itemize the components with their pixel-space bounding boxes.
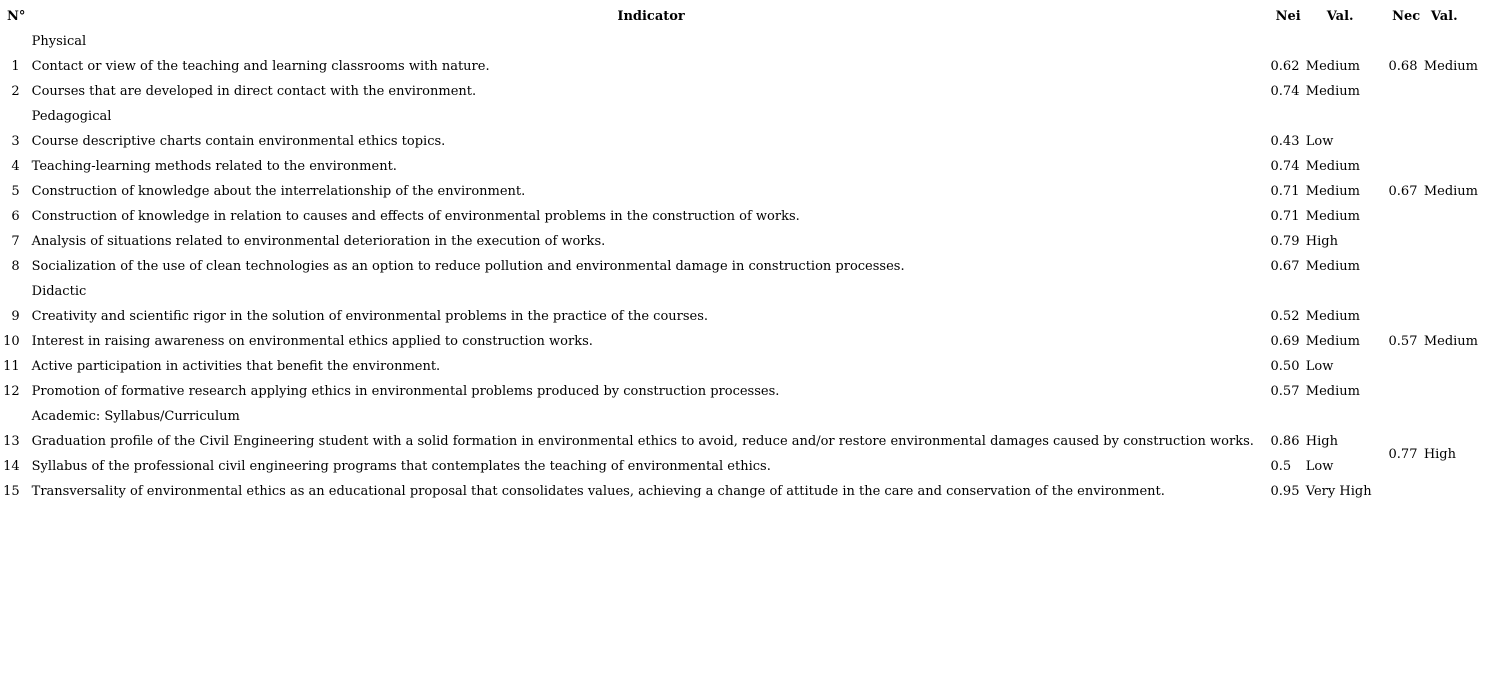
- nec-rating: Medium: [1423, 334, 1478, 349]
- nei-rating: Medium: [1305, 384, 1360, 399]
- nei-value: 0.86: [1270, 434, 1300, 449]
- table-row: [0, 204, 1494, 229]
- nei-rating: High: [1305, 434, 1338, 449]
- nei-rating: Medium: [1305, 184, 1360, 199]
- indicator-text: Socialization of the use of clean technologies as an option to reduce pollution and environmental damage in construction processes.: [31, 259, 905, 274]
- nec-value: 0.67: [1388, 184, 1418, 199]
- group-row: [0, 404, 1494, 429]
- row-number: 12: [3, 384, 20, 399]
- table-row: [0, 179, 1494, 204]
- nei-rating: Very High: [1305, 484, 1372, 499]
- nei-value: 0.57: [1270, 384, 1300, 399]
- indicator-text: Graduation profile of the Civil Engineering student with a solid formation in environmental ethics to avoid, reduce and/or restore environmental damages caused by construction works.: [31, 434, 1254, 449]
- group-name: Academic: Syllabus/Curriculum: [31, 409, 240, 424]
- group-row: [0, 279, 1494, 304]
- header-indicator: Indicator: [617, 9, 685, 24]
- table-row: [0, 129, 1494, 154]
- header-no: N°: [7, 9, 26, 24]
- row-number: 2: [11, 84, 20, 99]
- group-name: Pedagogical: [31, 109, 112, 124]
- nec-value: 0.68: [1388, 59, 1418, 74]
- header-row: [0, 4, 1494, 29]
- indicator-text: Course descriptive charts contain environmental ethics topics.: [31, 134, 446, 149]
- nei-rating: Medium: [1305, 59, 1360, 74]
- nei-value: 0.50: [1270, 359, 1300, 374]
- indicator-text: Active participation in activities that benefit the environment.: [31, 359, 441, 374]
- row-number: 7: [11, 234, 20, 249]
- nei-rating: Low: [1305, 359, 1334, 374]
- table-row: [0, 479, 1494, 504]
- indicator-text: Courses that are developed in direct contact with the environment.: [31, 84, 477, 99]
- row-number: 10: [3, 334, 20, 349]
- header-nei-value: Val.: [1326, 9, 1354, 24]
- nei-value: 0.74: [1270, 159, 1300, 174]
- row-number: 1: [11, 59, 20, 74]
- table-row: [0, 254, 1494, 279]
- table-row: [0, 454, 1494, 479]
- nei-value: 0.74: [1270, 84, 1300, 99]
- nei-value: 0.62: [1270, 59, 1300, 74]
- nei-rating: Medium: [1305, 259, 1360, 274]
- nec-value: 0.77: [1388, 446, 1418, 462]
- table-row: [0, 379, 1494, 404]
- nei-value: 0.71: [1270, 184, 1300, 199]
- group-name: Didactic: [31, 284, 87, 299]
- indicator-text: Teaching-learning methods related to the environment.: [31, 159, 397, 174]
- nei-rating: Low: [1305, 134, 1334, 149]
- nei-rating: Medium: [1305, 334, 1360, 349]
- nei-value: 0.5: [1270, 459, 1292, 474]
- group-row: [0, 104, 1494, 129]
- table-row: [0, 429, 1494, 454]
- row-number: 14: [3, 459, 20, 474]
- indicator-text: Construction of knowledge about the interrelationship of the environment.: [31, 184, 526, 199]
- table-row: [0, 329, 1494, 354]
- nei-rating: Medium: [1305, 209, 1360, 224]
- nec-rating: High: [1423, 446, 1457, 462]
- nei-rating: Low: [1305, 459, 1334, 474]
- indicators-table-container: [0, 4, 1494, 504]
- table-row: [0, 154, 1494, 179]
- row-number: 13: [3, 434, 20, 449]
- indicator-text: Syllabus of the professional civil engineering programs that contemplates the teaching of environmental ethics.: [31, 459, 771, 474]
- indicator-text: Construction of knowledge in relation to causes and effects of environmental problems in the construction of works.: [31, 209, 800, 224]
- nei-value: 0.69: [1270, 334, 1300, 349]
- header-nei: Nei: [1275, 9, 1301, 24]
- nei-value: 0.79: [1270, 234, 1300, 249]
- header-nec-value: Val.: [1430, 9, 1458, 24]
- header-nec: Nec: [1392, 9, 1421, 24]
- table-row: [0, 79, 1494, 104]
- nec-rating: Medium: [1423, 59, 1478, 74]
- table-row: [0, 304, 1494, 329]
- row-number: 15: [3, 484, 20, 499]
- row-number: 6: [11, 209, 20, 224]
- nei-rating: Medium: [1305, 309, 1360, 324]
- table-row: [0, 354, 1494, 379]
- nec-rating: Medium: [1423, 184, 1478, 199]
- nei-value: 0.71: [1270, 209, 1300, 224]
- indicator-text: Interest in raising awareness on environmental ethics applied to construction works.: [31, 334, 593, 349]
- nei-value: 0.52: [1270, 309, 1300, 324]
- indicator-text: Transversality of environmental ethics as an educational proposal that consolidates values, achieving a change of attitude in the care and conservation of the environment.: [31, 484, 1165, 499]
- table-row: [0, 229, 1494, 254]
- indicator-text: Contact or view of the teaching and learning classrooms with nature.: [31, 59, 490, 74]
- indicator-text: Promotion of formative research applying ethics in environmental problems produced by construction processes.: [31, 384, 780, 399]
- nei-value: 0.67: [1270, 259, 1300, 274]
- indicator-text: Analysis of situations related to environmental deterioration in the execution of works.: [31, 234, 606, 249]
- nei-value: 0.95: [1270, 484, 1300, 499]
- row-number: 4: [11, 159, 20, 174]
- indicator-text: Creativity and scientific rigor in the solution of environmental problems in the practice of the courses.: [31, 309, 709, 324]
- row-number: 9: [11, 309, 20, 324]
- group-row: [0, 29, 1494, 54]
- row-number: 5: [11, 184, 20, 199]
- nei-rating: High: [1305, 234, 1338, 249]
- indicators-table: [0, 4, 1494, 504]
- nec-value: 0.57: [1388, 334, 1418, 349]
- row-number: 8: [11, 259, 20, 274]
- table-row: [0, 54, 1494, 79]
- nei-rating: Medium: [1305, 159, 1360, 174]
- row-number: 3: [11, 134, 20, 149]
- nei-rating: Medium: [1305, 84, 1360, 99]
- nei-value: 0.43: [1270, 134, 1300, 149]
- group-name: Physical: [31, 34, 87, 49]
- row-number: 11: [3, 359, 20, 374]
